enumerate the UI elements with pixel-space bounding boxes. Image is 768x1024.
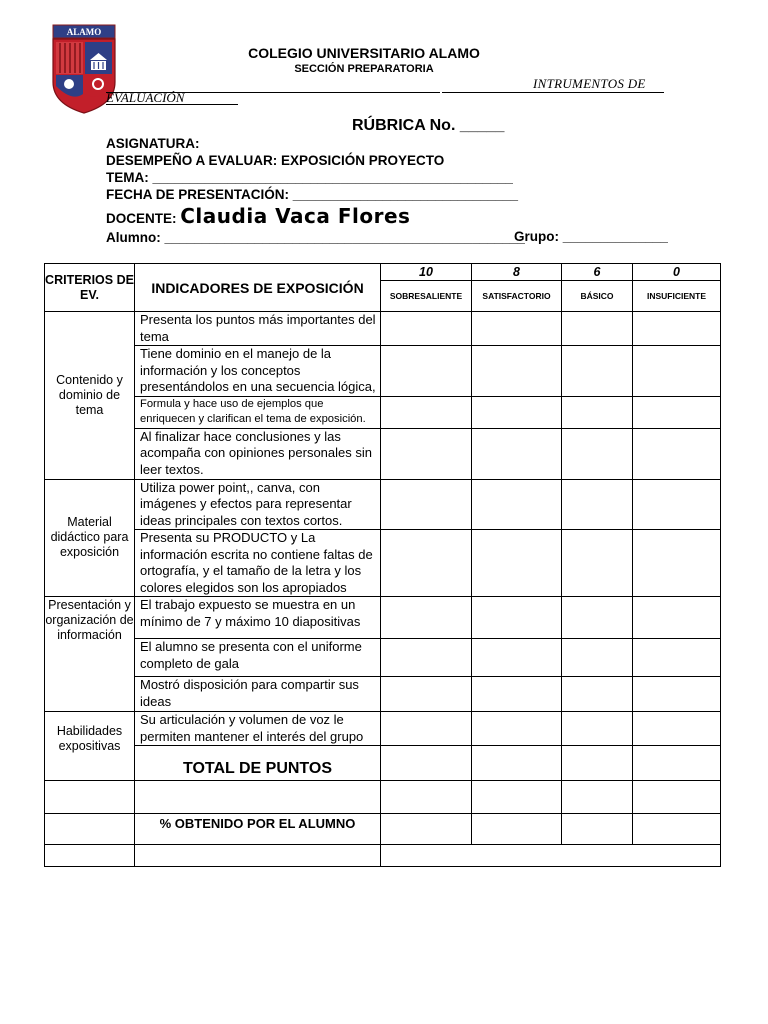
score-cell[interactable] — [381, 479, 472, 530]
score-cell[interactable] — [562, 712, 633, 746]
score-cell[interactable] — [562, 597, 633, 639]
evaluation-label: EVALUACIÓN — [106, 90, 185, 105]
percent-obtained-label: % OBTENIDO POR EL ALUMNO — [135, 814, 381, 845]
teacher-field — [106, 204, 410, 228]
score-cell[interactable] — [633, 312, 721, 346]
table-row — [45, 312, 721, 346]
performance-field: DESEMPEÑO A EVALUAR: EXPOSICIÓN PROYECTO — [106, 153, 445, 168]
evaluation-underline — [106, 104, 238, 105]
table-row — [45, 712, 721, 746]
score-cell[interactable] — [472, 597, 562, 639]
total-cell[interactable] — [633, 746, 721, 781]
blank-cell — [135, 781, 381, 814]
blank-cell — [45, 781, 135, 814]
group-field: Grupo: ______________ — [514, 229, 668, 244]
total-points-label: TOTAL DE PUNTOS — [135, 746, 381, 781]
criteria-header: CRITERIOS DE EV. — [45, 264, 135, 312]
date-field: FECHA DE PRESENTACIÓN: ______________________________ — [106, 187, 519, 202]
table-row — [45, 396, 721, 428]
score-cell[interactable] — [472, 396, 562, 428]
table-row — [45, 677, 721, 712]
score-cell[interactable] — [633, 396, 721, 428]
indicator-text: Utiliza power point,, canva, con imágenes y efectos para representar ideas principales con textos cortos. — [135, 479, 381, 530]
score-cell[interactable] — [381, 428, 472, 479]
rubric-table — [44, 263, 721, 867]
blank-cell — [45, 845, 135, 867]
score-cell[interactable] — [472, 312, 562, 346]
score-cell[interactable] — [381, 712, 472, 746]
criterion-presentation: Presentación y organización de información — [45, 597, 135, 712]
percent-cell[interactable] — [562, 814, 633, 845]
score-cell[interactable] — [381, 530, 472, 597]
indicator-text: Presenta su PRODUCTO y La información escrita no contiene faltas de ortografía, y el tamaño de la letra y los colores elegidos son los apropiados — [135, 530, 381, 597]
table-row — [45, 530, 721, 597]
table-row — [45, 428, 721, 479]
score-cell[interactable] — [633, 677, 721, 712]
percent-row — [45, 814, 721, 845]
score-cell[interactable] — [633, 712, 721, 746]
indicator-text: El trabajo expuesto se muestra en un mínimo de 7 y máximo 10 diapositivas — [135, 597, 381, 639]
criterion-material: Material didáctico para exposición — [45, 479, 135, 597]
score-cell[interactable] — [472, 530, 562, 597]
criterion-skills: Habilidades expositivas — [45, 712, 135, 781]
level-satisfactorio: SATISFACTORIO — [472, 281, 562, 312]
blank-cell[interactable] — [381, 781, 472, 814]
score-cell[interactable] — [472, 346, 562, 397]
table-row — [45, 479, 721, 530]
teacher-label: DOCENTE: — [106, 211, 181, 226]
indicator-text: Su articulación y volumen de voz le permiten mantener el interés del grupo — [135, 712, 381, 746]
indicator-text: Formula y hace uso de ejemplos que enriquecen y clarifican el tema de exposición. — [135, 396, 381, 428]
score-cell[interactable] — [381, 312, 472, 346]
student-field: Alumno: ________________________________________________ — [106, 230, 525, 245]
teacher-name: Claudia Vaca Flores — [180, 204, 411, 228]
table-row — [45, 346, 721, 397]
score-cell[interactable] — [562, 639, 633, 677]
score-cell[interactable] — [562, 396, 633, 428]
score-8: 8 — [472, 264, 562, 281]
score-cell[interactable] — [633, 597, 721, 639]
score-cell[interactable] — [633, 530, 721, 597]
indicator-text: Al finalizar hace conclusiones y las acompaña con opiniones personales sin leer textos. — [135, 428, 381, 479]
score-cell[interactable] — [633, 639, 721, 677]
score-cell[interactable] — [562, 479, 633, 530]
blank-cell[interactable] — [562, 781, 633, 814]
total-cell[interactable] — [472, 746, 562, 781]
level-insuficiente: INSUFICIENTE — [633, 281, 721, 312]
school-name: COLEGIO UNIVERSITARIO ALAMO — [248, 45, 480, 61]
score-cell[interactable] — [633, 346, 721, 397]
blank-cell — [135, 845, 381, 867]
rubric-title: RÚBRICA No. _____ — [352, 117, 505, 134]
score-cell[interactable] — [472, 428, 562, 479]
table-row — [45, 639, 721, 677]
score-cell[interactable] — [472, 677, 562, 712]
final-result-cell[interactable] — [381, 845, 721, 867]
blank-cell — [45, 814, 135, 845]
score-cell[interactable] — [633, 428, 721, 479]
blank-cell[interactable] — [472, 781, 562, 814]
percent-cell[interactable] — [381, 814, 472, 845]
percent-cell[interactable] — [633, 814, 721, 845]
total-cell[interactable] — [381, 746, 472, 781]
instruments-label: INTRUMENTOS DE — [533, 76, 646, 91]
level-sobresaliente: SOBRESALIENTE — [381, 281, 472, 312]
blank-cell[interactable] — [633, 781, 721, 814]
indicator-text: El alumno se presenta con el uniforme completo de gala — [135, 639, 381, 677]
logo-text: ALAMO — [66, 27, 102, 37]
score-cell[interactable] — [381, 677, 472, 712]
score-6: 6 — [562, 264, 633, 281]
score-0: 0 — [633, 264, 721, 281]
score-cell[interactable] — [633, 479, 721, 530]
score-cell[interactable] — [381, 346, 472, 397]
total-cell[interactable] — [562, 746, 633, 781]
indicator-text: Tiene dominio en el manejo de la información y los conceptos presentándolos en una secuencia lógica, — [135, 346, 381, 397]
indicator-text: Presenta los puntos más importantes del tema — [135, 312, 381, 346]
indicator-text: Mostró disposición para compartir sus ideas — [135, 677, 381, 712]
header-underline — [442, 92, 664, 93]
final-row — [45, 845, 721, 867]
score-cell[interactable] — [381, 597, 472, 639]
score-cell[interactable] — [562, 428, 633, 479]
score-row — [45, 264, 721, 281]
percent-cell[interactable] — [472, 814, 562, 845]
table-row — [45, 597, 721, 639]
section-name: SECCIÓN PREPARATORIA — [294, 63, 434, 75]
score-cell[interactable] — [562, 677, 633, 712]
indicators-header: INDICADORES DE EXPOSICIÓN — [135, 264, 381, 312]
score-cell[interactable] — [562, 530, 633, 597]
criterion-content: Contenido y dominio de tema — [45, 312, 135, 480]
score-cell[interactable] — [381, 396, 472, 428]
total-row — [45, 746, 721, 781]
score-cell[interactable] — [472, 712, 562, 746]
score-cell[interactable] — [562, 312, 633, 346]
topic-field: TEMA: ________________________________________________ — [106, 170, 513, 185]
subject-field: ASIGNATURA: — [106, 136, 200, 151]
score-10: 10 — [381, 264, 472, 281]
score-cell[interactable] — [381, 639, 472, 677]
level-basico: BÁSICO — [562, 281, 633, 312]
blank-row — [45, 781, 721, 814]
score-cell[interactable] — [472, 639, 562, 677]
score-cell[interactable] — [562, 346, 633, 397]
score-cell[interactable] — [472, 479, 562, 530]
